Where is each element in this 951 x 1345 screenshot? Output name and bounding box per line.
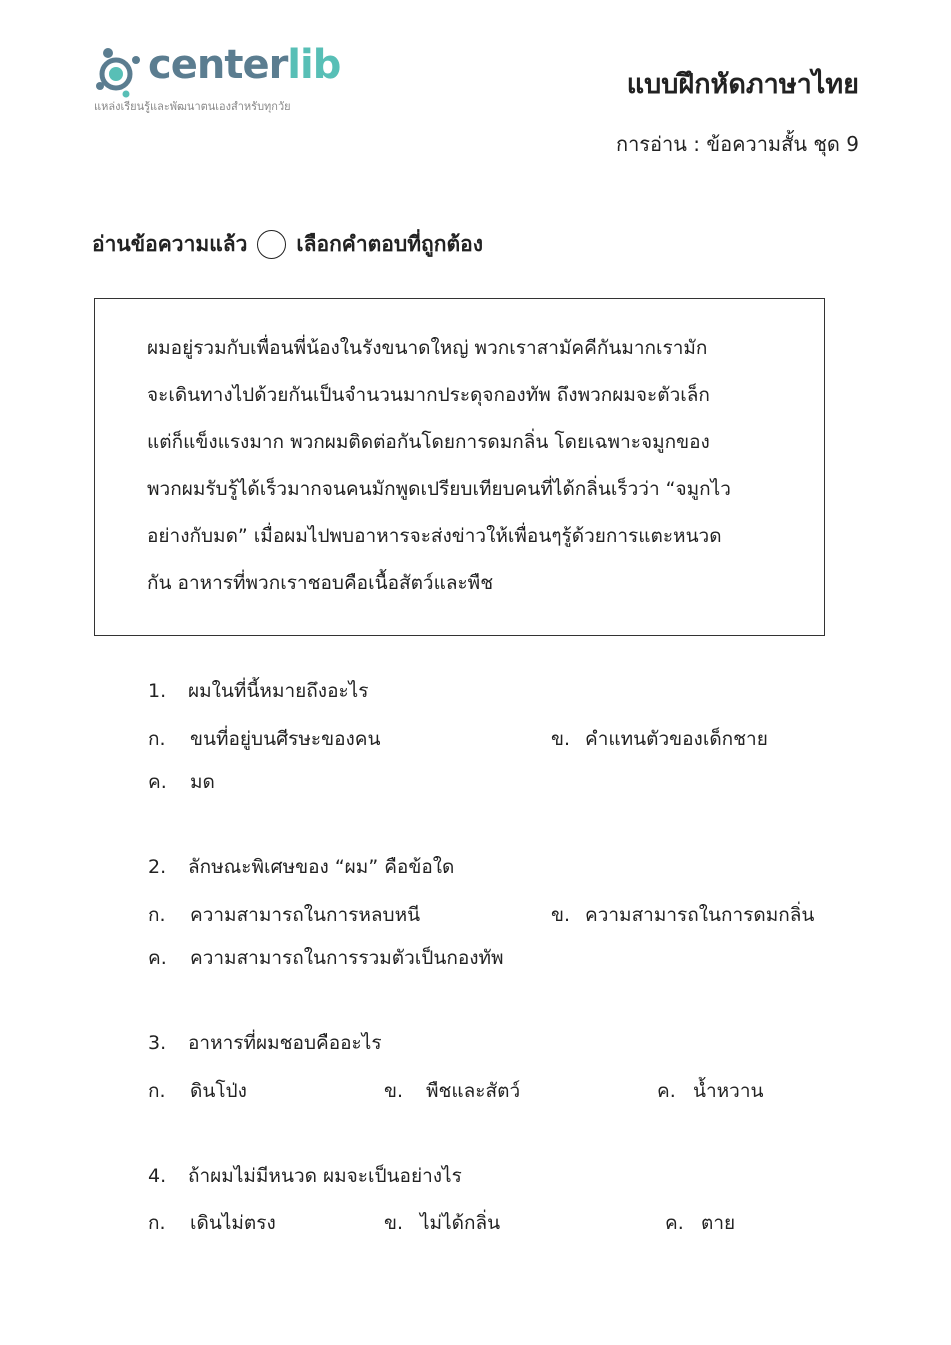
option-label: ก. (148, 728, 166, 750)
question-4-option-a[interactable] (148, 1208, 276, 1238)
question-number: 2. (148, 856, 167, 878)
worksheet-subtitle: การอ่าน : ข้อความสั้น ชุด 9 (615, 132, 859, 156)
passage-line: แต่ก็แข็งแรงมาก พวกผมติดต่อกันโดยการดมกลิ่น โดยเฉพาะจมูกของ (147, 431, 710, 453)
option-text: เดินไม่ตรง (190, 1212, 276, 1234)
question-1 (148, 676, 368, 706)
question-number: 4. (148, 1165, 167, 1187)
circle-icon (257, 230, 286, 259)
option-text: ขนที่อยู่บนศีรษะของคน (190, 728, 381, 750)
option-text: พืชและสัตว์ (426, 1080, 521, 1102)
brand-name-part2: lib (287, 42, 341, 88)
option-text: ไม่ได้กลิ่น (420, 1212, 501, 1234)
option-text: ความสามารถในการรวมตัวเป็นกองทัพ (190, 947, 504, 969)
question-4-option-c[interactable] (665, 1208, 735, 1238)
option-text: ดินโป่ง (190, 1080, 247, 1102)
question-3 (148, 1028, 382, 1058)
question-2-option-b[interactable] (551, 900, 814, 930)
question-text: ลักษณะพิเศษของ “ผม” คือข้อใด (188, 856, 455, 878)
question-2-option-a[interactable] (148, 900, 420, 930)
option-text: ตาย (701, 1212, 736, 1234)
question-3-option-c[interactable] (657, 1076, 764, 1106)
logo-molecule-icon (92, 44, 148, 100)
option-label: ค. (657, 1080, 676, 1102)
question-3-option-a[interactable] (148, 1076, 247, 1106)
instruction (92, 228, 483, 261)
passage-line: อย่างกับมด” เมื่อผมไปพบอาหารจะส่งข่าวให้เพื่อนๆรู้ด้วยการแตะหนวด (147, 525, 722, 547)
option-label: ค. (148, 771, 167, 793)
instruction-before: อ่านข้อความแล้ว (92, 232, 248, 256)
option-label: ข. (384, 1212, 404, 1234)
option-text: น้ำหวาน (693, 1080, 764, 1102)
question-1-option-b[interactable] (551, 724, 768, 754)
passage-box (94, 298, 825, 636)
question-2 (148, 852, 454, 882)
option-label: ก. (148, 1212, 166, 1234)
option-text: ความสามารถในการดมกลิ่น (585, 904, 815, 926)
option-text: คำแทนตัวของเด็กชาย (585, 728, 768, 750)
passage-line: พวกผมรับรู้ได้เร็วมากจนคนมักพูดเปรียบเทียบคนที่ได้กลิ่นเร็วว่า “จมูกไว (147, 478, 731, 500)
option-text: มด (190, 771, 215, 793)
question-number: 3. (148, 1032, 167, 1054)
passage-line: จะเดินทางไปด้วยกันเป็นจำนวนมากประดุจกองทัพ ถึงพวกผมจะตัวเล็ก (147, 384, 710, 406)
brand-name (148, 42, 340, 88)
brand-tagline: แหล่งเรียนรู้และพัฒนาตนเองสำหรับทุกวัย (94, 100, 291, 113)
passage-line: ผมอยู่รวมกับเพื่อนพี่น้องในรังขนาดใหญ่ พวกเราสามัคคีกันมากเรามัก (147, 337, 708, 359)
option-label: ก. (148, 904, 166, 926)
question-2-option-c[interactable] (148, 943, 504, 973)
instruction-after: เลือกคำตอบที่ถูกต้อง (296, 232, 483, 256)
brand-name-part1: center (148, 42, 288, 88)
option-label: ค. (148, 947, 167, 969)
option-label: ค. (665, 1212, 684, 1234)
brand-logo (92, 40, 342, 120)
question-1-option-a[interactable] (148, 724, 380, 754)
option-text: ความสามารถในการหลบหนี (190, 904, 421, 926)
option-label: ข. (551, 728, 571, 750)
question-3-option-b[interactable] (384, 1076, 520, 1106)
question-text: ถ้าผมไม่มีหนวด ผมจะเป็นอย่างไร (188, 1165, 462, 1187)
question-text: ผมในที่นี้หมายถึงอะไร (188, 680, 369, 702)
question-4 (148, 1161, 462, 1191)
worksheet-title: แบบฝึกหัดภาษาไทย (626, 69, 859, 100)
option-label: ข. (551, 904, 571, 926)
question-number: 1. (148, 680, 167, 702)
question-1-option-c[interactable] (148, 767, 215, 797)
option-label: ข. (384, 1080, 404, 1102)
question-4-option-b[interactable] (384, 1208, 500, 1238)
option-label: ก. (148, 1080, 166, 1102)
passage-line: กัน อาหารที่พวกเราชอบคือเนื้อสัตว์และพืช (147, 572, 494, 594)
question-text: อาหารที่ผมชอบคืออะไร (188, 1032, 382, 1054)
